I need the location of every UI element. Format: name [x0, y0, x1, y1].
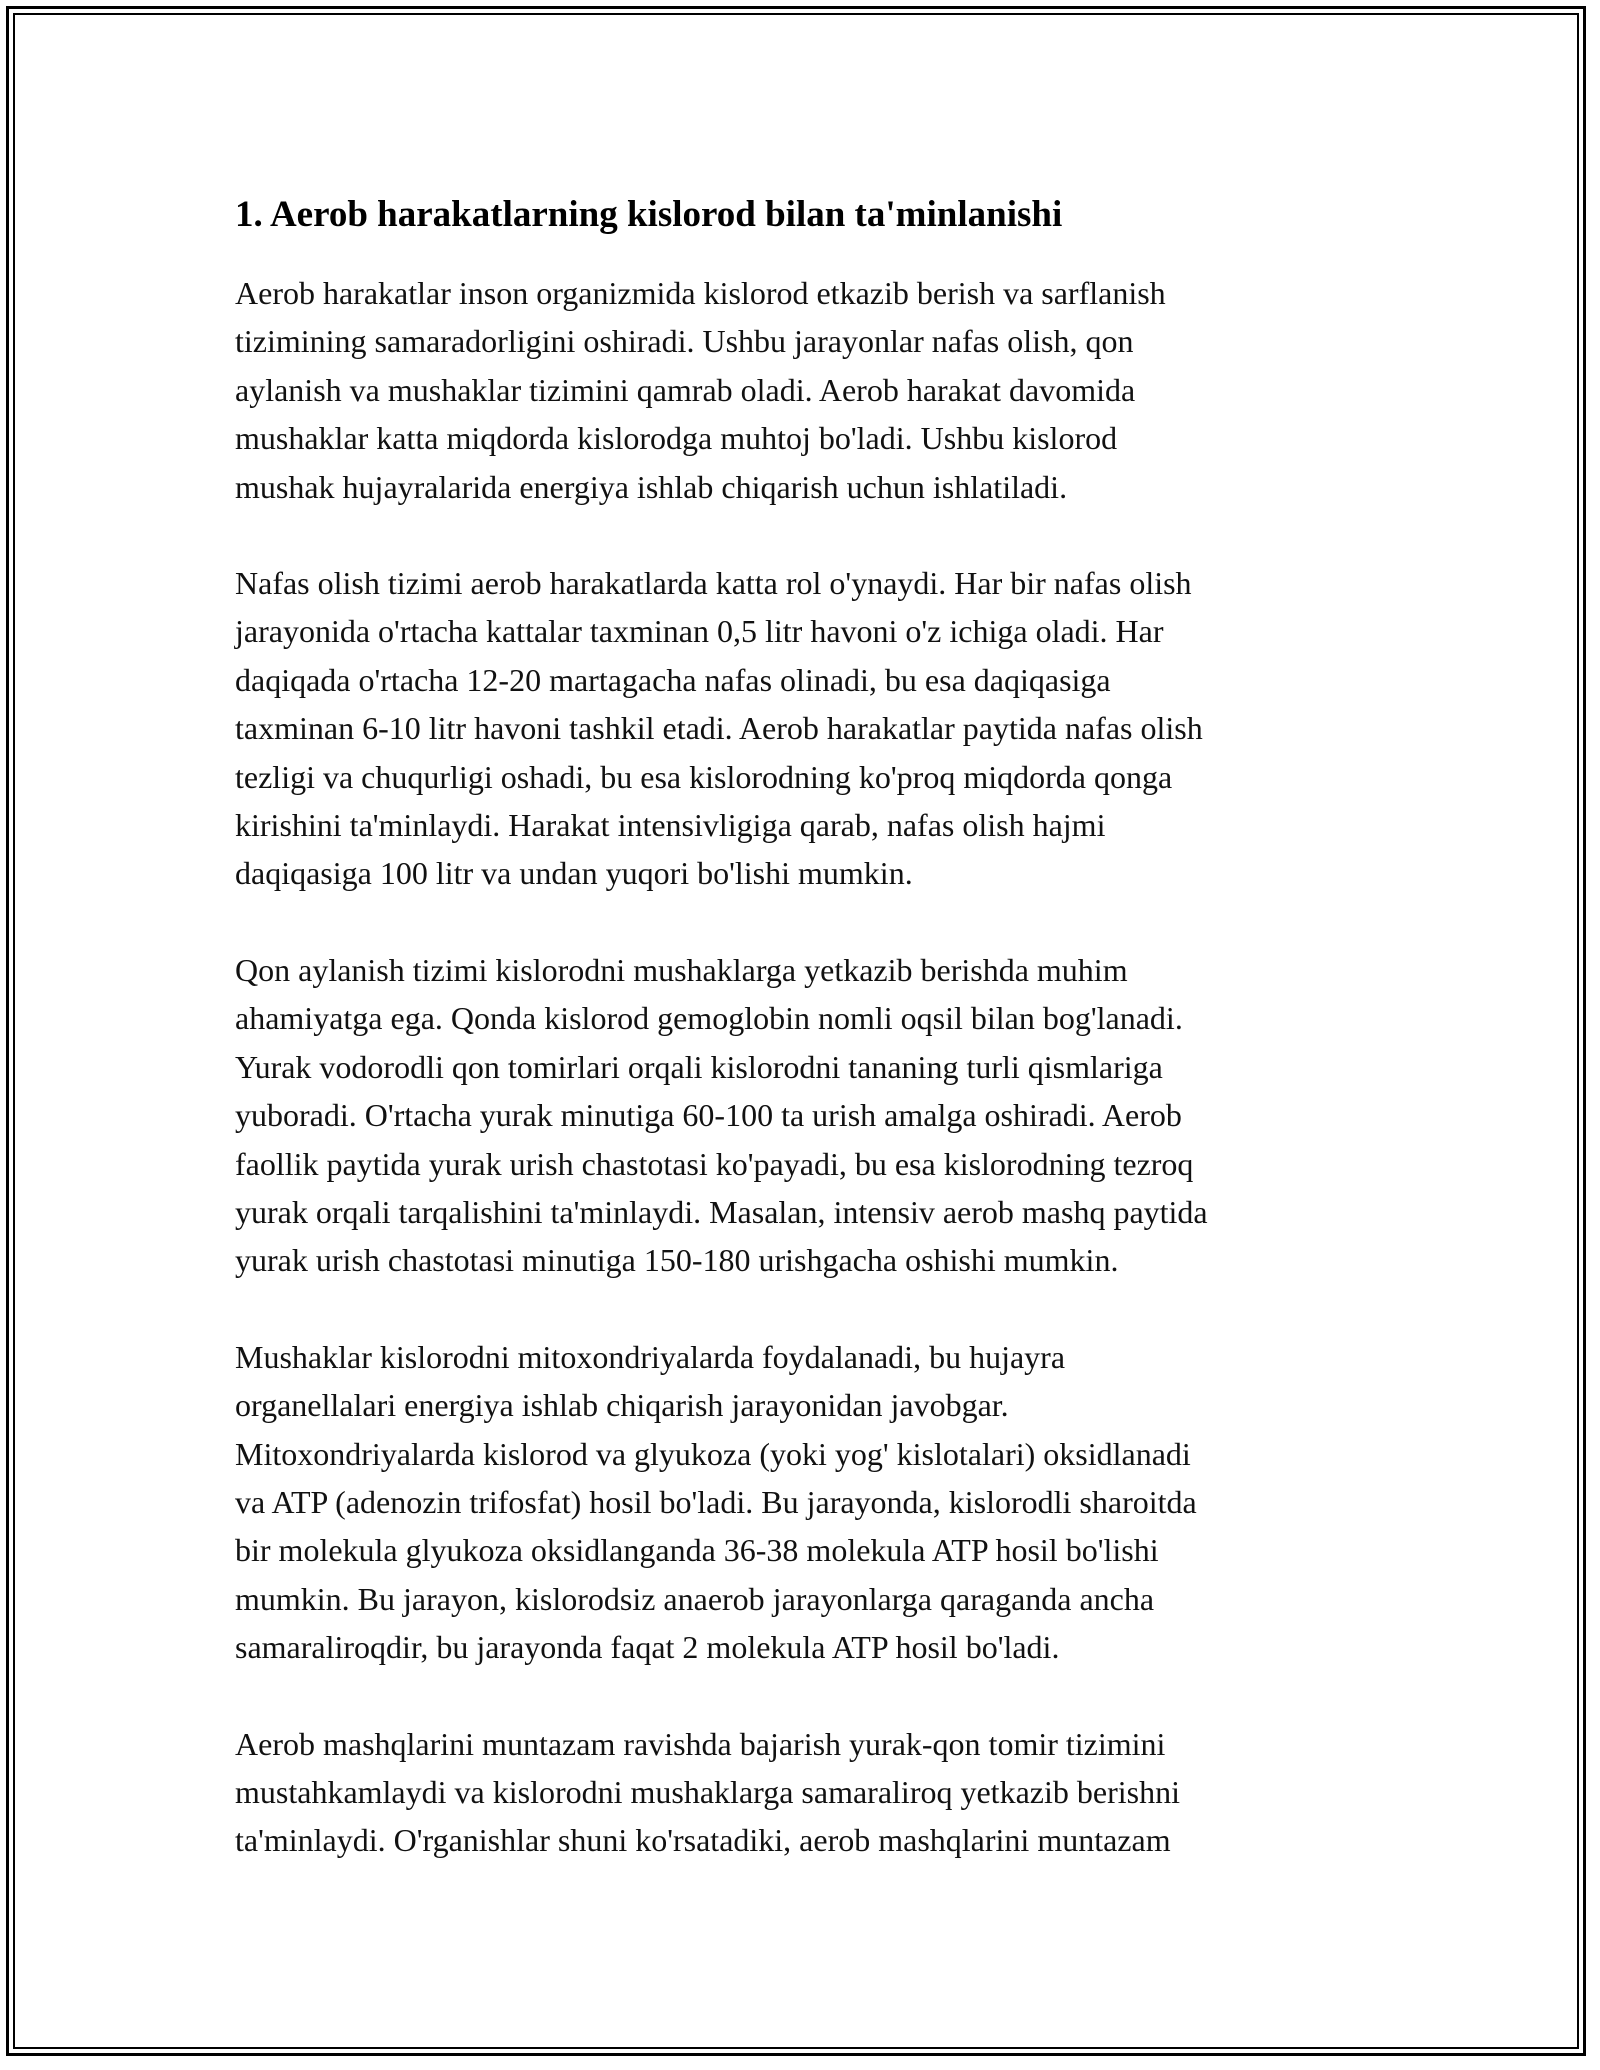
paragraph-line: daqiqasiga 100 litr va undan yuqori bo'lishi mumkin.	[235, 855, 913, 892]
paragraph-4	[235, 1333, 1365, 1672]
paragraph-line: mushaklar katta miqdorda kislorodga muhtoj bo'ladi. Ushbu kislorod	[235, 420, 1118, 457]
paragraph-line: daqiqada o'rtacha 12-20 martagacha nafas olinadi, bu esa daqiqasiga	[235, 661, 1111, 698]
paragraph-line: Aerob mashqlarini muntazam ravishda bajarish yurak-qon tomir tizimini	[235, 1725, 1166, 1762]
paragraph-line: mustahkamlaydi va kislorodni mushaklarga samaraliroq yetkazib berishni	[235, 1773, 1180, 1810]
section-heading: 1. Aerob harakatlarning kislorod bilan ta'minlanishi	[235, 194, 1063, 235]
paragraph-line: tizimining samaradorligini oshiradi. Ushbu jarayonlar nafas olish, qon	[235, 323, 1134, 360]
paragraph-line: aylanish va mushaklar tizimini qamrab oladi. Aerob harakat davomida	[235, 371, 1136, 408]
paragraph-line: taxminan 6-10 litr havoni tashkil etadi. Aerob harakatlar paytida nafas olish	[235, 710, 1203, 747]
paragraph-line: ta'minlaydi. O'rganishlar shuni ko'rsatadiki, aerob mashqlarini muntazam	[235, 1822, 1171, 1859]
paragraph-5	[235, 1720, 1365, 1865]
document-body	[235, 185, 1365, 1913]
paragraph-line: jarayonida o'rtacha kattalar taxminan 0,5 litr havoni o'z ichiga oladi. Har	[235, 613, 1164, 650]
paragraph-line: Yurak vodorodli qon tomirlari orqali kislorodni tananing turli qismlariga	[235, 1048, 1163, 1085]
paragraph-line: bir molekula glyukoza oksidlanganda 36-38 molekula ATP hosil bo'lishi	[235, 1532, 1159, 1569]
paragraph-line: Mushaklar kislorodni mitoxondriyalarda foydalanadi, bu hujayra	[235, 1338, 1066, 1375]
paragraph-line: Aerob harakatlar inson organizmida kislorod etkazib berish va sarflanish	[235, 275, 1166, 311]
paragraph-line: ahamiyatga ega. Qonda kislorod gemoglobin nomli oqsil bilan bog'lanadi.	[235, 1000, 1183, 1037]
paragraph-line: yuboradi. O'rtacha yurak minutiga 60-100 ta urish amalga oshiradi. Aerob	[235, 1097, 1182, 1134]
paragraph-line: mushak hujayralarida energiya ishlab chiqarish uchun ishlatiladi.	[235, 468, 1068, 505]
paragraph-1	[235, 269, 1365, 511]
paragraph-line: organellalari energiya ishlab chiqarish jarayonidan javobgar.	[235, 1387, 1009, 1424]
paragraph-line: faollik paytida yurak urish chastotasi ko'payadi, bu esa kislorodning tezroq	[235, 1145, 1194, 1182]
paragraph-line: samaraliroqdir, bu jarayonda faqat 2 molekula ATP hosil bo'ladi.	[235, 1629, 1060, 1666]
paragraph-line: yurak orqali tarqalishini ta'minlaydi. Masalan, intensiv aerob mashq paytida	[235, 1193, 1208, 1230]
paragraph-line: Mitoxondriyalarda kislorod va glyukoza (yoki yog' kislotalari) oksidlanadi	[235, 1435, 1191, 1472]
paragraph-3	[235, 946, 1365, 1285]
paragraph-line: mumkin. Bu jarayon, kislorodsiz anaerob jarayonlarga qaraganda ancha	[235, 1580, 1155, 1617]
paragraph-line: tezligi va chuqurligi oshadi, bu esa kislorodning ko'proq miqdorda qonga	[235, 758, 1173, 795]
paragraph-line: kirishini ta'minlaydi. Harakat intensivligiga qarab, nafas olish hajmi	[235, 807, 1106, 844]
paragraph-line: Qon aylanish tizimi kislorodni mushaklarga yetkazib berishda muhim	[235, 951, 1128, 988]
paragraph-2	[235, 559, 1365, 898]
paragraph-line: yurak urish chastotasi minutiga 150-180 urishgacha oshishi mumkin.	[235, 1242, 1119, 1279]
paragraph-line: Nafas olish tizimi aerob harakatlarda katta rol o'ynaydi. Har bir nafas olish	[235, 565, 1192, 602]
paragraph-line: va ATP (adenozin trifosfat) hosil bo'ladi. Bu jarayonda, kislorodli sharoitda	[235, 1483, 1197, 1520]
